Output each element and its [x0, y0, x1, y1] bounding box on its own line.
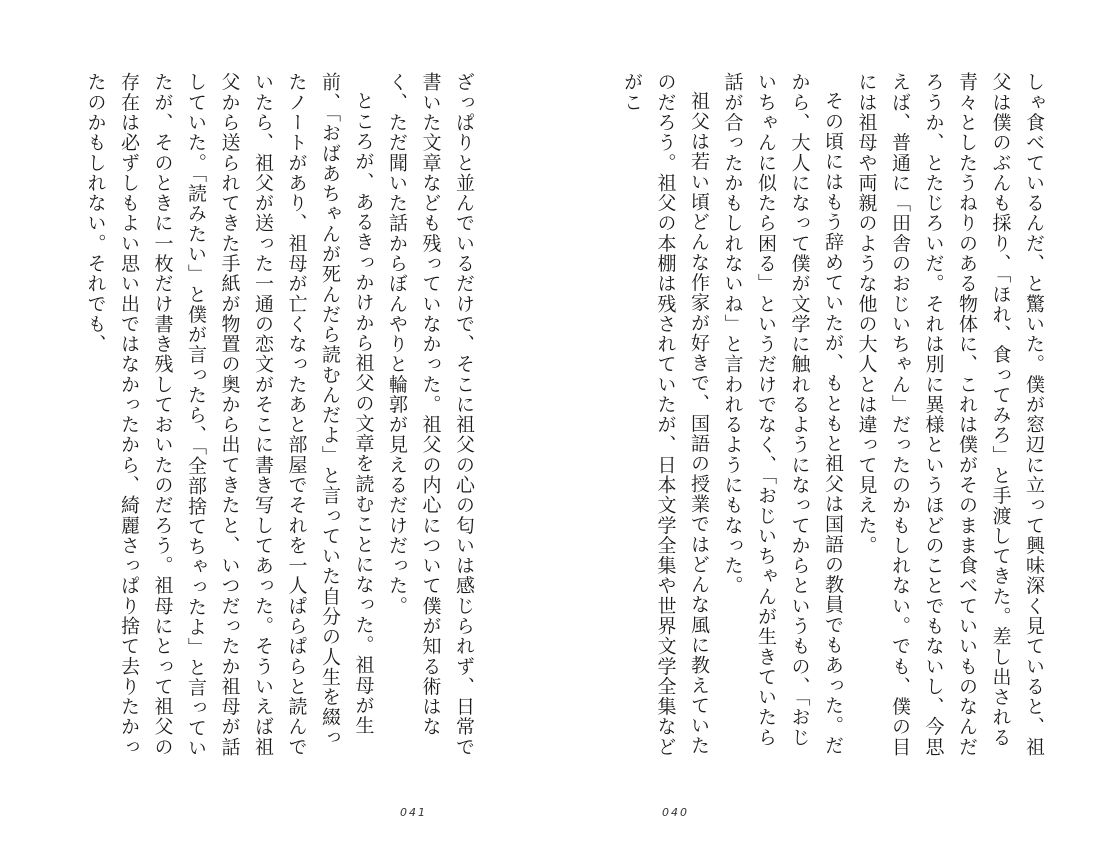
paragraph: ざっぱりと並んでいるだけで、そこに祖父の心の匂いは感じられず、日常で書いた文章なども残っていなかった。祖父の内心について僕が知る術はなく、ただ聞いた話からぼんやりと輪郭が見えるだけだった。 — [386, 72, 475, 757]
page-number: 040 — [662, 806, 689, 819]
left-page-text — [50, 72, 480, 762]
paragraph: その頃にはもう辞めていたが、もともと祖父は国語の教員でもあった。だから、大人になって僕が文学に触れるようになってからというもの、「おじいちゃんに似たら困る」というだけでなく、「おじいちゃんが生きていたら話が合ったかもしれないね」と言われるようにもなった。 — [721, 72, 844, 756]
paragraph: ところが、あるきっかけから祖父の文章を読むことになった。祖母が生前、「おばあちゃんが死んだら読むんだよ」と言っていた自分の人生を綴ったノートがあり、祖母が亡くなったあと部屋でそれを一人ぱらぱらと読んでいたら、祖父が送った一通の恋文がそこに書き写してあった。そういえば祖父から送られてきた手紙が物置の奥から出てきたと、いつだったか祖母が話していた。「読みたい」と僕が言ったら、「全部捨てちゃったよ」と言っていたが、そのときに一枚だけ書き残しておいたのだろう。祖母にとって祖父の存在は必ずしもよい思い出ではなかったから、綺麗さっぱり捨て去りたかったのかもしれない。それでも、 — [84, 72, 375, 758]
paragraph: しゃ食べているんだ、と驚いた。僕が窓辺に立って興味深く見ていると、祖父は僕のぶんも採り、「ほれ、食ってみろ」と手渡してきた。差し出される青々としたうねりのある物体に、これは僕がそのまま食べていいものなんだろうか、とたじろいだ。それは別に異様というほどのことでもないし、今思えば、普通に「田舎のおじいちゃん」だったのかもしれない。でも、僕の目には祖母や両親のような他の大人とは違って見えた。 — [855, 72, 1045, 757]
right-page-text — [600, 72, 1050, 762]
paragraph: 祖父は若い頃どんな作家が好きで、国語の授業ではどんな風に教えていたのだろう。祖父の本棚は残されていたが、日本文学全集や世界文学全集などがこ — [621, 72, 710, 757]
page-number: 041 — [400, 806, 427, 819]
right-page — [550, 0, 1100, 862]
